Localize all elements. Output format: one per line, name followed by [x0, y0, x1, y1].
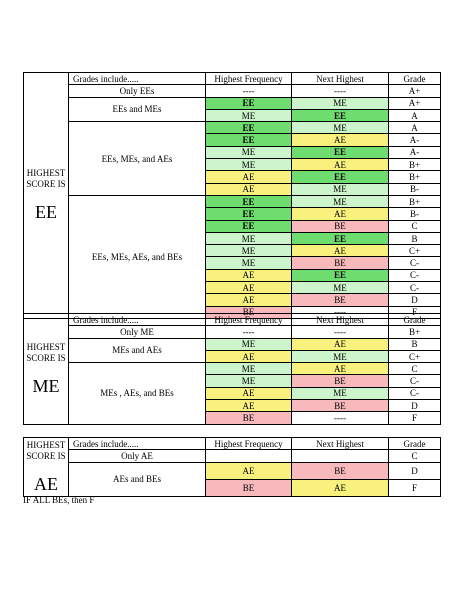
highest-frequency-header: Highest Frequency [206, 73, 292, 85]
highest-frequency-cell: AE [206, 282, 292, 294]
highest-frequency-cell: BE [206, 479, 292, 496]
highest-frequency-cell: ME [206, 375, 292, 387]
highest-frequency-header: Highest Frequency [206, 314, 292, 326]
grades-include-header: Grades include..... [69, 73, 206, 85]
highest-score-value: AE [34, 473, 58, 494]
next-highest-cell: AE [292, 208, 389, 220]
highest-frequency-cell: AE [206, 400, 292, 412]
grades-include-header: Grades include..... [69, 314, 206, 326]
grade-cell: A+ [389, 97, 441, 109]
grades-include-cell: EEs, MEs, and AEs [69, 122, 206, 196]
highest-frequency-cell: ---- [206, 85, 292, 97]
highest-frequency-cell: ---- [206, 326, 292, 338]
table-row [24, 363, 441, 375]
grade-cell: D [389, 294, 441, 306]
next-highest-cell: ---- [292, 326, 389, 338]
grades-include-cell: EEs and MEs [69, 97, 206, 122]
grades-include-cell: Only AE [69, 450, 206, 462]
next-highest-cell: ME [292, 183, 389, 195]
grade-cell: A- [389, 146, 441, 158]
grade-cell: A [389, 109, 441, 121]
next-highest-cell: BE [292, 375, 389, 387]
table-row [24, 195, 441, 207]
highest-frequency-cell: EE [206, 208, 292, 220]
highest-frequency-cell: ME [206, 159, 292, 171]
next-highest-cell: EE [292, 146, 389, 158]
table-row [24, 450, 441, 462]
grades-include-cell: MEs and AEs [69, 338, 206, 363]
grade-cell: F [389, 306, 441, 318]
highest-frequency-cell: AE [206, 350, 292, 362]
grade-table-ae [23, 437, 441, 497]
next-highest-cell: AE [292, 338, 389, 350]
grade-header: Grade [389, 314, 441, 326]
highest-frequency-cell: BE [206, 306, 292, 318]
highest-score-label: HIGHEST SCORE IS [26, 168, 66, 190]
grades-include-cell: EEs, MEs, AEs, and BEs [69, 195, 206, 318]
highest-frequency-cell: EE [206, 97, 292, 109]
grade-cell: A- [389, 134, 441, 146]
grades-include-cell: MEs , AEs, and BEs [69, 363, 206, 424]
table-row [24, 122, 441, 134]
next-highest-cell: ME [292, 350, 389, 362]
next-highest-cell: AE [292, 479, 389, 496]
table-row [24, 338, 441, 350]
highest-frequency-cell: ME [206, 232, 292, 244]
next-highest-cell: ME [292, 195, 389, 207]
grade-header: Grade [389, 73, 441, 85]
grade-cell: C- [389, 282, 441, 294]
grade-cell: F [389, 412, 441, 424]
header-row [24, 73, 441, 85]
header-row [24, 438, 441, 450]
grade-cell: C- [389, 269, 441, 281]
next-highest-cell: AE [292, 159, 389, 171]
grade-cell: C [389, 220, 441, 232]
grades-include-header: Grades include..... [69, 438, 206, 450]
highest-frequency-cell: EE [206, 134, 292, 146]
grade-table-ee [23, 72, 441, 319]
grade-cell: B [389, 232, 441, 244]
next-highest-cell: ME [292, 387, 389, 399]
grades-include-cell: Only ME [69, 326, 206, 338]
highest-frequency-cell: ME [206, 363, 292, 375]
next-highest-cell: BE [292, 294, 389, 306]
next-highest-cell: EE [292, 171, 389, 183]
grade-cell: C- [389, 375, 441, 387]
next-highest-cell: ---- [292, 85, 389, 97]
highest-frequency-cell: AE [206, 183, 292, 195]
highest-frequency-cell: AE [206, 171, 292, 183]
next-highest-cell [292, 450, 389, 462]
table-row [24, 97, 441, 109]
grade-cell: B [389, 338, 441, 350]
next-highest-cell: ME [292, 282, 389, 294]
header-row [24, 314, 441, 326]
footnote: IF ALL BEs, then F [23, 495, 95, 505]
grade-cell: B+ [389, 195, 441, 207]
grade-cell: D [389, 462, 441, 479]
next-highest-cell: AE [292, 363, 389, 375]
highest-frequency-cell: ME [206, 146, 292, 158]
table-row [24, 85, 441, 97]
grade-table-me [23, 313, 441, 425]
table-row [24, 326, 441, 338]
highest-score-cell [24, 314, 69, 425]
highest-frequency-cell: EE [206, 122, 292, 134]
highest-frequency-cell: ME [206, 109, 292, 121]
table-row [24, 462, 441, 479]
grade-cell: A [389, 122, 441, 134]
grade-cell: B- [389, 183, 441, 195]
grade-cell: B+ [389, 171, 441, 183]
highest-frequency-cell: AE [206, 462, 292, 479]
highest-frequency-cell: EE [206, 220, 292, 232]
grade-cell: C+ [389, 245, 441, 257]
next-highest-header: Next Highest [292, 438, 389, 450]
next-highest-cell: EE [292, 109, 389, 121]
next-highest-cell: BE [292, 220, 389, 232]
highest-frequency-cell: ME [206, 257, 292, 269]
grade-cell: C+ [389, 350, 441, 362]
grade-cell: B- [389, 208, 441, 220]
next-highest-cell: AE [292, 245, 389, 257]
grade-cell: B+ [389, 159, 441, 171]
grades-include-cell: Only EEs [69, 85, 206, 97]
grade-cell: F [389, 479, 441, 496]
grades-include-cell: AEs and BEs [69, 462, 206, 496]
highest-score-value: EE [35, 202, 57, 223]
highest-frequency-header: Highest Frequency [206, 438, 292, 450]
highest-score-label: HIGHEST SCORE IS [26, 439, 66, 461]
highest-frequency-cell: AE [206, 387, 292, 399]
next-highest-cell: ME [292, 97, 389, 109]
highest-frequency-cell: AE [206, 294, 292, 306]
grade-cell: A+ [389, 85, 441, 97]
grade-cell: C- [389, 387, 441, 399]
next-highest-cell: BE [292, 257, 389, 269]
grade-cell: D [389, 400, 441, 412]
next-highest-cell: EE [292, 232, 389, 244]
next-highest-cell: ---- [292, 306, 389, 318]
next-highest-cell: ---- [292, 412, 389, 424]
highest-score-value: ME [32, 375, 60, 396]
grade-cell: C [389, 363, 441, 375]
next-highest-cell: AE [292, 134, 389, 146]
highest-frequency-cell [206, 450, 292, 462]
highest-score-cell [24, 438, 69, 497]
next-highest-cell: BE [292, 400, 389, 412]
grade-cell: C [389, 450, 441, 462]
highest-frequency-cell: ME [206, 245, 292, 257]
highest-frequency-cell: EE [206, 195, 292, 207]
grade-header: Grade [389, 438, 441, 450]
highest-frequency-cell: BE [206, 412, 292, 424]
next-highest-header: Next Highest [292, 314, 389, 326]
highest-frequency-cell: ME [206, 338, 292, 350]
next-highest-header: Next Highest [292, 73, 389, 85]
highest-score-cell [24, 73, 69, 319]
highest-frequency-cell: AE [206, 269, 292, 281]
next-highest-cell: ME [292, 122, 389, 134]
grade-cell: C- [389, 257, 441, 269]
highest-score-label: HIGHEST SCORE IS [26, 341, 66, 363]
grade-cell: B+ [389, 326, 441, 338]
next-highest-cell: BE [292, 462, 389, 479]
next-highest-cell: EE [292, 269, 389, 281]
